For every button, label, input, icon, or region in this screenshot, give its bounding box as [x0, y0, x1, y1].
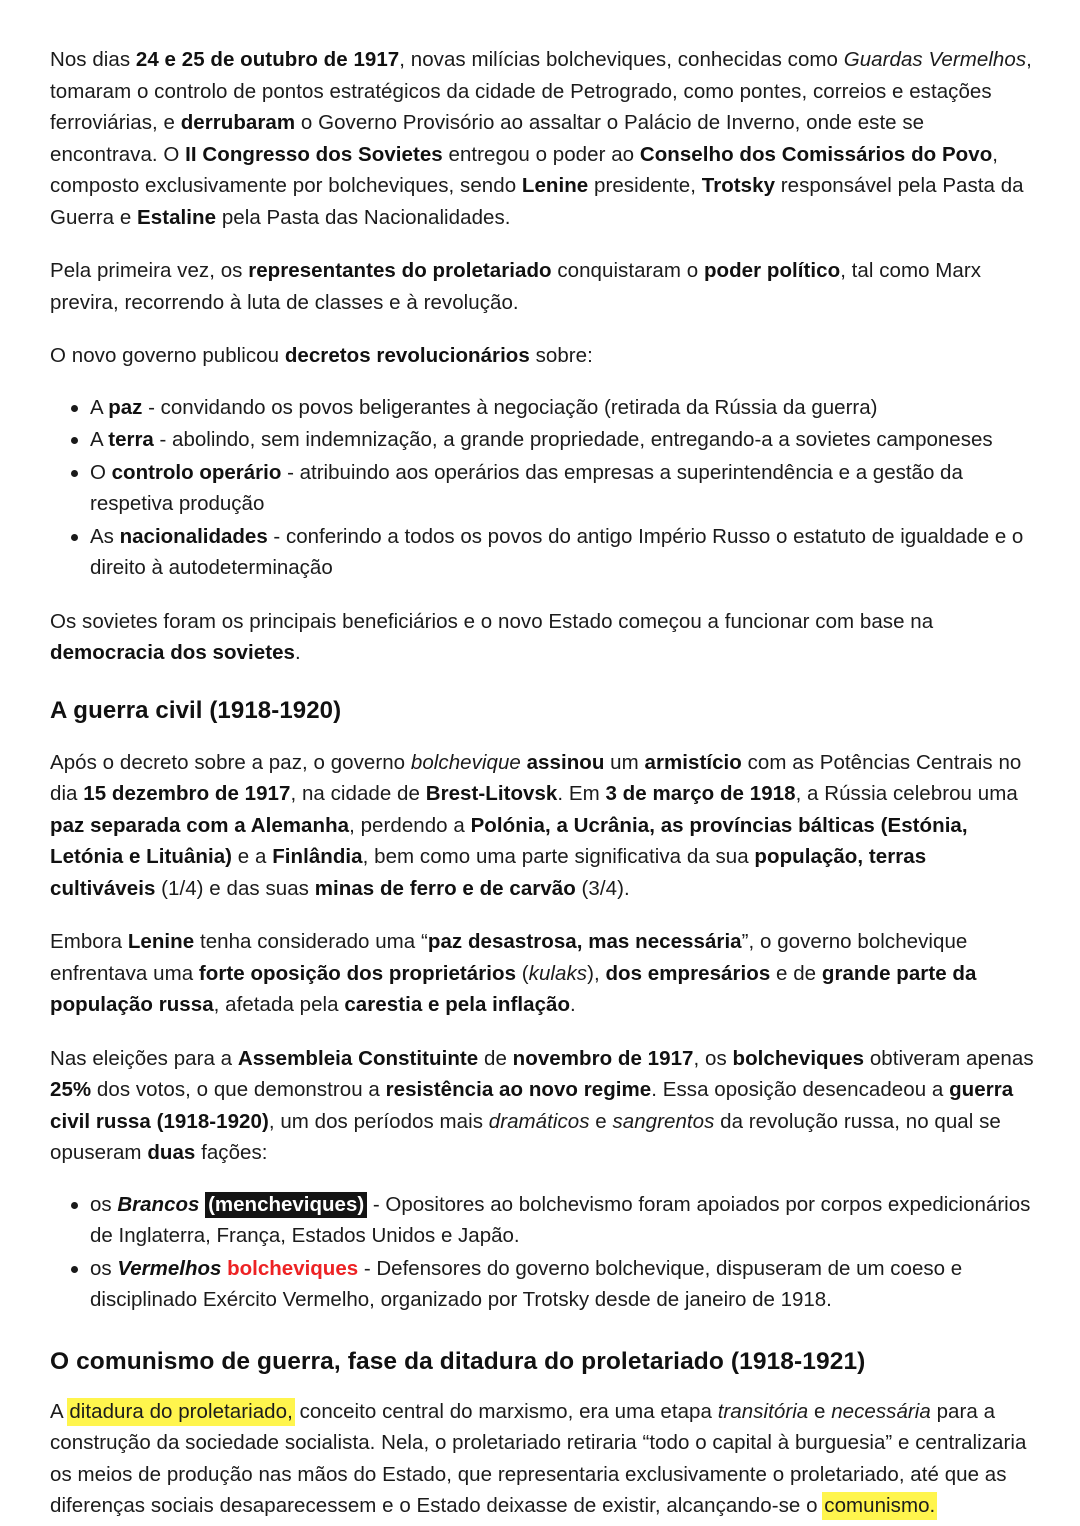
text-run: e: [589, 1109, 613, 1133]
bold-run: Polónia, a Ucrânia, as províncias bálticas (Estónia, Letónia e Lituânia): [50, 813, 968, 868]
bold-run: paz separada com a Alemanha: [50, 813, 350, 837]
list-item: [50, 1189, 1034, 1252]
text-run: conquistaram o: [551, 259, 704, 282]
italic-run: bolchevique: [410, 750, 521, 774]
text-run: presidente,: [588, 174, 702, 197]
bold-run: 25%: [50, 1078, 92, 1101]
bold-run: 3 de março de 1918: [605, 782, 796, 805]
text-run: , perdendo a: [349, 813, 471, 837]
text-run: - abolindo, sem indemnização, a grande propriedade, entregando-a a sovietes camponeses: [153, 428, 993, 451]
text-run: Nos dias: [50, 48, 136, 71]
italic-bold-run: Vermelhos: [117, 1256, 222, 1280]
highlight-black-mencheviques: (mencheviques): [205, 1192, 367, 1218]
text-run: Nas eleições para a: [50, 1046, 238, 1070]
italic-run: Guardas Vermelhos: [843, 48, 1027, 71]
text-run: Embora: [50, 930, 128, 953]
bold-run: minas de ferro e de carvão: [314, 876, 576, 900]
text-run: , afetada pela: [213, 993, 345, 1016]
text-run: e a: [232, 845, 273, 868]
text-run: , um dos períodos mais: [268, 1109, 489, 1133]
highlight-yellow-comunismo: comunismo.: [824, 1494, 936, 1517]
italic-run: sangrentos: [612, 1109, 715, 1133]
bold-run: democracia dos sovietes: [50, 641, 295, 664]
decrees-list: [50, 392, 1034, 584]
bold-run: paz: [108, 395, 143, 419]
bold-run: 24 e 25 de outubro de 1917: [135, 48, 400, 71]
text-run: de: [478, 1046, 513, 1070]
bold-run: decretos revolucionários: [284, 344, 530, 367]
list-item: [50, 521, 1034, 584]
list-item: [50, 392, 1034, 424]
list-item: [50, 1253, 1034, 1316]
text-run: entregou o poder ao: [442, 142, 640, 166]
bold-run: representantes do proletariado: [248, 259, 552, 282]
bold-run: resistência ao novo regime: [385, 1078, 652, 1101]
text-run: e de: [770, 961, 822, 985]
text-run: ),: [587, 961, 606, 985]
text-run: - convidando os povos beligerantes à negociação (retirada da Rússia da guerra): [142, 395, 878, 419]
paragraph-decrees-intro: [50, 340, 1034, 372]
italic-run: dramáticos: [488, 1109, 590, 1133]
bold-run: Finlândia: [272, 845, 363, 868]
text-run: dos votos, o que demonstrou a: [91, 1078, 386, 1101]
bold-run: dos empresários: [605, 961, 771, 985]
text-run: , na cidade de: [290, 782, 426, 805]
text-run: , novas milícias bolcheviques, conhecidas como: [399, 48, 844, 71]
paragraph-constituent-assembly: [50, 1043, 1034, 1169]
bold-run: guerra civil russa (1918-1920): [50, 1078, 1014, 1133]
paragraph-october-revolution: [50, 44, 1034, 233]
bold-run: 15 dezembro de 1917: [83, 782, 291, 805]
highlight-yellow-ditadura: ditadura do proletariado,: [69, 1399, 293, 1423]
paragraph-soviet-democracy: [50, 606, 1034, 669]
text-run: responsável pela Pasta da Guerra e: [50, 174, 1024, 229]
bold-run: Conselho dos Comissários do Povo: [639, 142, 993, 166]
text-run: (3/4).: [575, 876, 630, 900]
bold-run: carestia e pela inflação: [344, 993, 571, 1016]
text-run: pela Pasta das Nacionalidades.: [216, 205, 511, 229]
bold-run: população, terras cultiváveis: [50, 845, 927, 900]
text-run: obtiveram apenas: [864, 1046, 1034, 1070]
text-run: A: [90, 428, 109, 451]
bold-run: nacionalidades: [119, 524, 268, 548]
paragraph-proletariat-power: [50, 255, 1034, 318]
text-run: (1/4) e das suas: [155, 876, 315, 900]
text-run: conceito central do marxismo, era uma etapa: [293, 1399, 718, 1423]
text-run: os: [90, 1192, 118, 1216]
text-run: - Opositores ao bolchevismo foram apoiados por corpos expedicionários de Inglaterra, França, Estados Unidos e Japão.: [90, 1192, 1031, 1247]
text-run: (: [516, 961, 529, 985]
bold-run: assinou: [526, 750, 605, 774]
bold-run: Assembleia Constituinte: [237, 1046, 479, 1070]
italic-run: kulaks: [528, 961, 588, 985]
italic-run: necessária: [831, 1399, 931, 1423]
bold-run: Estaline: [137, 205, 217, 229]
text-run: Os sovietes foram os principais beneficiários e o novo Estado começou a funcionar com base na: [50, 609, 934, 633]
text-run: , tomaram o controlo de pontos estratégicos da cidade de Petrogrado, como pontes, correios e estações ferroviárias, e: [50, 48, 1032, 134]
text-run: , tal como Marx previra, recorrendo à luta de classes e à revolução.: [50, 259, 982, 314]
text-run: Após o decreto sobre a paz, o governo: [50, 750, 411, 774]
text-run: - conferindo a todos os povos do antigo Império Russo o estatuto de igualdade e o direito à autodeterminação: [90, 524, 1024, 579]
text-run: um: [604, 750, 645, 774]
text-run: . Em: [557, 782, 606, 805]
bold-run: bolcheviques: [732, 1046, 865, 1070]
italic-run: transitória: [717, 1399, 809, 1423]
bold-run: armistício: [644, 750, 742, 774]
bold-run: paz desastrosa, mas necessária: [427, 930, 742, 953]
bold-run: controlo operário: [111, 460, 282, 484]
text-run: . Essa oposição desencadeou a: [651, 1078, 950, 1101]
text-run: - atribuindo aos operários das empresas a superintendência e a gestão da respetiva produção: [90, 460, 963, 515]
text-run: .: [295, 641, 301, 664]
italic-bold-run: Brancos: [117, 1192, 200, 1216]
text-run: sobre:: [529, 344, 593, 367]
text-run: com as Potências Centrais no dia: [50, 750, 1022, 805]
text-run: para a construção da sociedade socialista. Nela, o proletariado retiraria “todo o capital à burguesia” e centralizaria os meios de produção nas mãos do Estado, que representaria exclusivamente o proletariado, até que as diferenças sociais desaparecessem e o Estado deixasse de existir, alcançando-se o: [50, 1399, 1027, 1517]
bold-run: Trotsky: [701, 174, 776, 197]
bold-run: derrubaram: [180, 111, 296, 134]
text-run: e: [808, 1399, 832, 1423]
text-run: ”, o governo bolchevique enfrentava uma: [50, 930, 968, 985]
bold-run: Brest-Litovsk: [425, 782, 558, 805]
bold-run: terra: [108, 428, 154, 451]
bold-run: poder político: [703, 259, 841, 282]
text-run: o Governo Provisório ao assaltar o Palácio de Inverno, onde este se encontrava. O: [50, 111, 925, 166]
text-run: O novo governo publicou: [50, 344, 285, 367]
text-run: , os: [693, 1046, 733, 1070]
text-run: fações:: [195, 1141, 268, 1164]
bold-run: novembro de 1917: [512, 1046, 694, 1070]
section-heading-civil-war: A guerra civil (1918-1920): [50, 696, 342, 724]
bold-run: grande parte da população russa: [50, 961, 977, 1016]
bold-run: Lenine: [127, 930, 195, 953]
text-run: , composto exclusivamente por bolcheviques, sendo: [50, 142, 999, 197]
paragraph-opposition: [50, 926, 1034, 1021]
factions-list: [50, 1189, 1034, 1316]
text-run: A: [90, 395, 109, 419]
text-run: O: [90, 460, 112, 484]
bold-run: forte oposição dos proprietários: [198, 961, 517, 985]
paragraph-dictatorship-proletariat: [50, 1396, 1034, 1522]
text-run: , bem como uma parte significativa da sua: [362, 845, 755, 868]
text-run: tenha considerado uma “: [194, 930, 428, 953]
list-item: [50, 424, 1034, 456]
red-emphasis-bolcheviques: bolcheviques: [227, 1256, 359, 1280]
list-item: [50, 457, 1034, 520]
bold-run: duas: [147, 1141, 196, 1164]
text-run: A: [50, 1399, 69, 1423]
text-run: As: [90, 524, 120, 548]
bold-run: Lenine: [521, 174, 589, 197]
text-run: Pela primeira vez, os: [50, 259, 249, 282]
text-run: .: [570, 993, 576, 1016]
text-run: da revolução russa, no qual se opuseram: [50, 1109, 1001, 1164]
section-heading-war-communism: O comunismo de guerra, fase da ditadura do proletariado (1918-1921): [50, 1347, 866, 1375]
text-run: - Defensores do governo bolchevique, dispuseram de um coeso e disciplinado Exército Vermelho, organizado por Trotsky desde de janeiro de 1918.: [90, 1256, 963, 1311]
text-run: os: [90, 1256, 118, 1280]
text-run: , a Rússia celebrou uma: [795, 782, 1018, 805]
paragraph-brest-litovsk: [50, 747, 1034, 905]
bold-run: II Congresso dos Sovietes: [185, 142, 443, 166]
